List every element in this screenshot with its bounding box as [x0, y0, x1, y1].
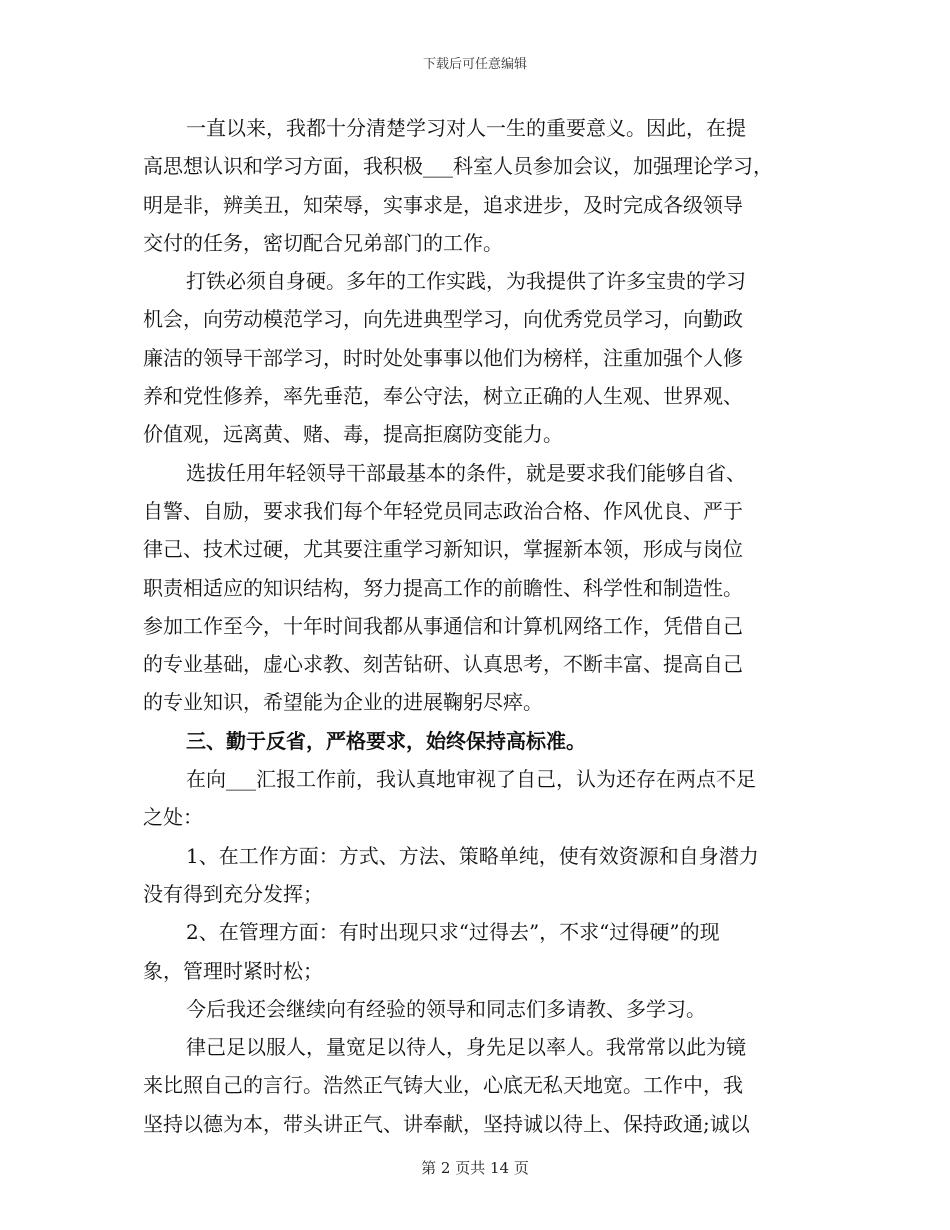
text-line: 养和党性修养，率先垂范，奉公守法，树立正确的人生观、世界观、 — [143, 384, 743, 409]
text-line: 选拔任用年轻领导干部最基本的条件，就是要求我们能够自省、 — [186, 460, 746, 485]
text-line: 机会，向劳动模范学习，向先进典型学习，向优秀党员学习，向勤政 — [143, 307, 743, 332]
text-line: 职责相适应的知识结构，努力提高工作的前瞻性、科学性和制造性。 — [143, 575, 743, 600]
text-line: 象，管理时紧时松； — [143, 958, 323, 983]
text-line: 律己足以服人，量宽足以待人，身先足以率人。我常常以此为镜 — [186, 1035, 746, 1060]
text-line: 廉洁的领导干部学习，时时处处事事以他们为榜样，注重加强个人修 — [143, 345, 743, 370]
section-heading: 三、勤于反省，严格要求，始终保持高标准。 — [186, 728, 586, 753]
document-body — [143, 109, 815, 1143]
text-line: 2、在管理方面：有时出现只求“过得去”，不求“过得硬”的现 — [186, 920, 720, 945]
text-line: 律己、技术过硬，尤其要注重学习新知识，掌握新本领，形成与岗位 — [143, 537, 743, 562]
text-line: 一直以来，我都十分清楚学习对人一生的重要意义。因此，在提 — [186, 116, 746, 140]
text-line: 自警、自励，要求我们每个年轻党员同志政治合格、作风优良、严于 — [143, 498, 743, 523]
text-line: 高思想认识和学习方面，我积极___科室人员参加会议，加强理论学习， — [143, 154, 773, 179]
page-footer: 第 2 页共 14 页 — [421, 1159, 529, 1177]
text-line: 来比照自己的言行。浩然正气铸大业，心底无私天地宽。工作中，我 — [143, 1073, 743, 1098]
text-line: 的专业基础，虚心求教、刻苦钻研、认真思考，不断丰富、提高自己 — [143, 652, 743, 677]
text-line: 1、在工作方面：方式、方法、策略单纯，使有效资源和自身潜力 — [186, 843, 759, 868]
text-line: 今后我还会继续向有经验的领导和同志们多请教、多学习。 — [186, 996, 706, 1021]
text-line: 坚持以德为本，带头讲正气、讲奉献，坚持诚以待上、保持政通;诚以 — [143, 1111, 750, 1136]
text-line: 没有得到充分发挥； — [143, 881, 323, 906]
text-line: 交付的任务，密切配合兄弟部门的工作。 — [143, 230, 503, 255]
text-line: 价值观，远离黄、赌、毒，提高拒腐防变能力。 — [143, 422, 563, 447]
text-line: 参加工作至今，十年时间我都从事通信和计算机网络工作，凭借自己 — [143, 613, 743, 638]
text-line: 打铁必须自身硬。多年的工作实践，为我提供了许多宝贵的学习 — [186, 269, 746, 294]
text-line: 在向___汇报工作前，我认真地审视了自己，认为还存在两点不足 — [186, 767, 756, 792]
text-line: 明是非，辨美丑，知荣辱，实事求是，追求进步，及时完成各级领导 — [143, 192, 743, 217]
page-header: 下载后可任意编辑 — [422, 57, 527, 72]
text-line: 的专业知识，希望能为企业的进展鞠躬尽瘁。 — [143, 690, 543, 715]
text-line: 之处： — [143, 805, 203, 830]
